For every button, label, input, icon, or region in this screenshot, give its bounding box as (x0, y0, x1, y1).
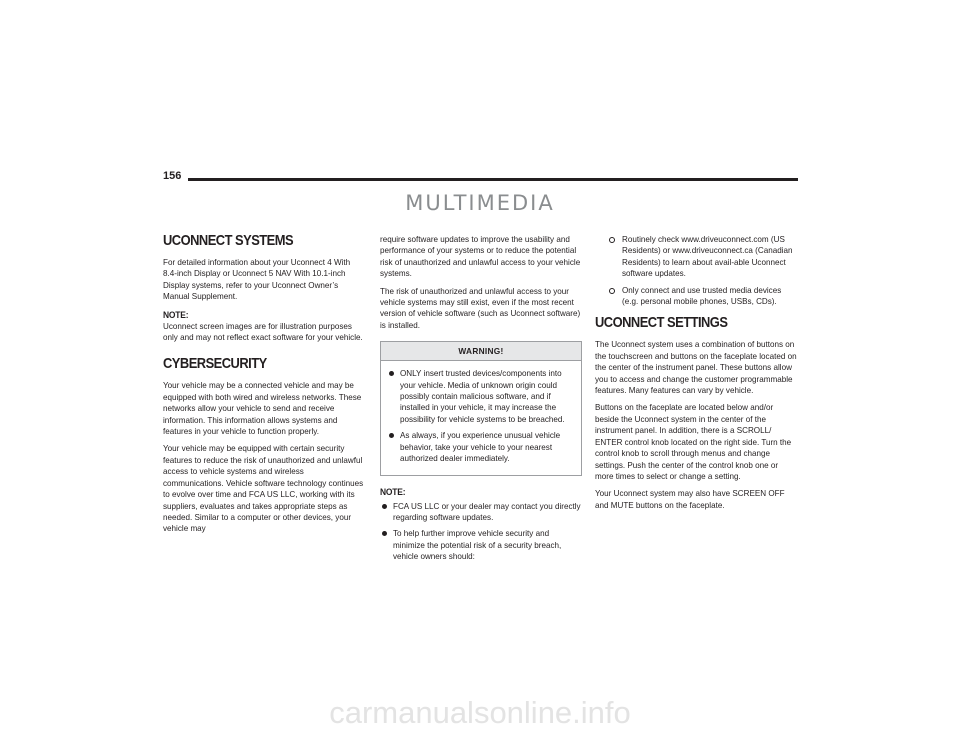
uconnect-note-text: Uconnect screen images are for illustration purposes only and may not reflect exact software for your vehicle. (163, 321, 363, 343)
cybersecurity-paragraph-3: The risk of unauthorized and unlawful access to your vehicle systems may still exist, even if the most recent version of vehicle software (such as Uconnect software) is installed. (380, 286, 581, 330)
page-number: 156 (163, 170, 182, 182)
owner-actions-list (595, 234, 797, 307)
header-rule (188, 178, 798, 181)
hollow-bullet-icon (609, 288, 615, 294)
note-label: NOTE: (163, 308, 189, 320)
warning-box (380, 341, 582, 475)
column-middle (380, 234, 582, 568)
uconnect-settings-paragraph-2: Buttons on the faceplate are located below and/or beside the Uconnect system in the center of the instrument panel. In addition, there is a SCROLL/ ENTER control knob located on the right side. Turn the control knob to scroll through menus and change settings. Push the center of the control knob one or more times to select or change a setting. (595, 403, 792, 481)
cybersecurity-note (380, 486, 582, 563)
sub-item: Only connect and use trusted media devices (e.g. personal mobile phones, USBs, CDs). (607, 285, 797, 308)
column-right (595, 234, 797, 517)
warning-title: WARNING! (381, 342, 581, 361)
bullet-icon (382, 531, 387, 536)
bullet-icon (389, 433, 394, 438)
hollow-bullet-icon (609, 237, 615, 243)
cybersecurity-paragraph-1: Your vehicle may be a connected vehicle and may be equipped with both wired and wireless networks. These networks allow your vehicle to send and receive information. This information allows systems and features in your vehicle to function properly. (163, 381, 362, 437)
cybersecurity-paragraph-2-cont: require software updates to improve the usability and performance of your systems or to reduce the potential risk of unauthorized and unlawful access to your vehicle systems. (380, 235, 581, 279)
heading-uconnect-settings: UCONNECT SETTINGS (595, 314, 728, 332)
chapter-title: MULTIMEDIA (405, 191, 555, 215)
note-item: FCA US LLC or your dealer may contact you directly regarding software updates. (380, 501, 582, 524)
heading-cybersecurity: CYBERSECURITY (163, 355, 267, 373)
uconnect-settings-paragraph-3: Your Uconnect system may also have SCREEN OFF and MUTE buttons on the faceplate. (595, 489, 785, 510)
bullet-icon (389, 371, 394, 376)
note-label: NOTE: (380, 485, 406, 497)
heading-uconnect-systems: UCONNECT SYSTEMS (163, 232, 294, 249)
cybersecurity-paragraph-2: Your vehicle may be equipped with certain security features to reduce the risk of unauthorized and unlawful access to vehicle systems and wireless communications. Vehicle software technology continues to evolve over time and FCA US LLC, working with its suppliers, evaluates and takes appropriate steps as needed. Similar to a computer or other devices, your vehicle may (163, 444, 364, 534)
uconnect-settings-paragraph-1: The Uconnect system uses a combination of buttons on the touchscreen and buttons on the faceplate located on the center of the instrument panel. These buttons allow you to access and change the customer programmable features. Many features can vary by vehicle. (595, 340, 797, 396)
note-item: To help further improve vehicle security and minimize the potential risk of a security breach, vehicle owners should: (380, 528, 582, 562)
watermark: carmanualsonline.info (329, 695, 631, 730)
warning-item: ONLY insert trusted devices/components into your vehicle. Media of unknown origin could possibly contain malicious software, and if installed in your vehicle, it may increase the possibility for vehicle systems to be breached. (387, 368, 577, 425)
uconnect-systems-paragraph: For detailed information about your Uconnect 4 With 8.4-inch Display or Uconnect 5 NAV With 10.1-inch Display systems, refer to your Uconnect Owner’s Manual Supplement. (163, 258, 351, 302)
column-left (163, 232, 365, 541)
bullet-icon (382, 504, 387, 509)
sub-item: Routinely check www.driveuconnect.com (US Residents) or www.driveuconnect.ca (Canadian Residents) to learn about avail-able Uconnect software updates. (607, 234, 797, 280)
warning-item: As always, if you experience unusual vehicle behavior, take your vehicle to your nearest authorized dealer immediately. (387, 430, 577, 464)
